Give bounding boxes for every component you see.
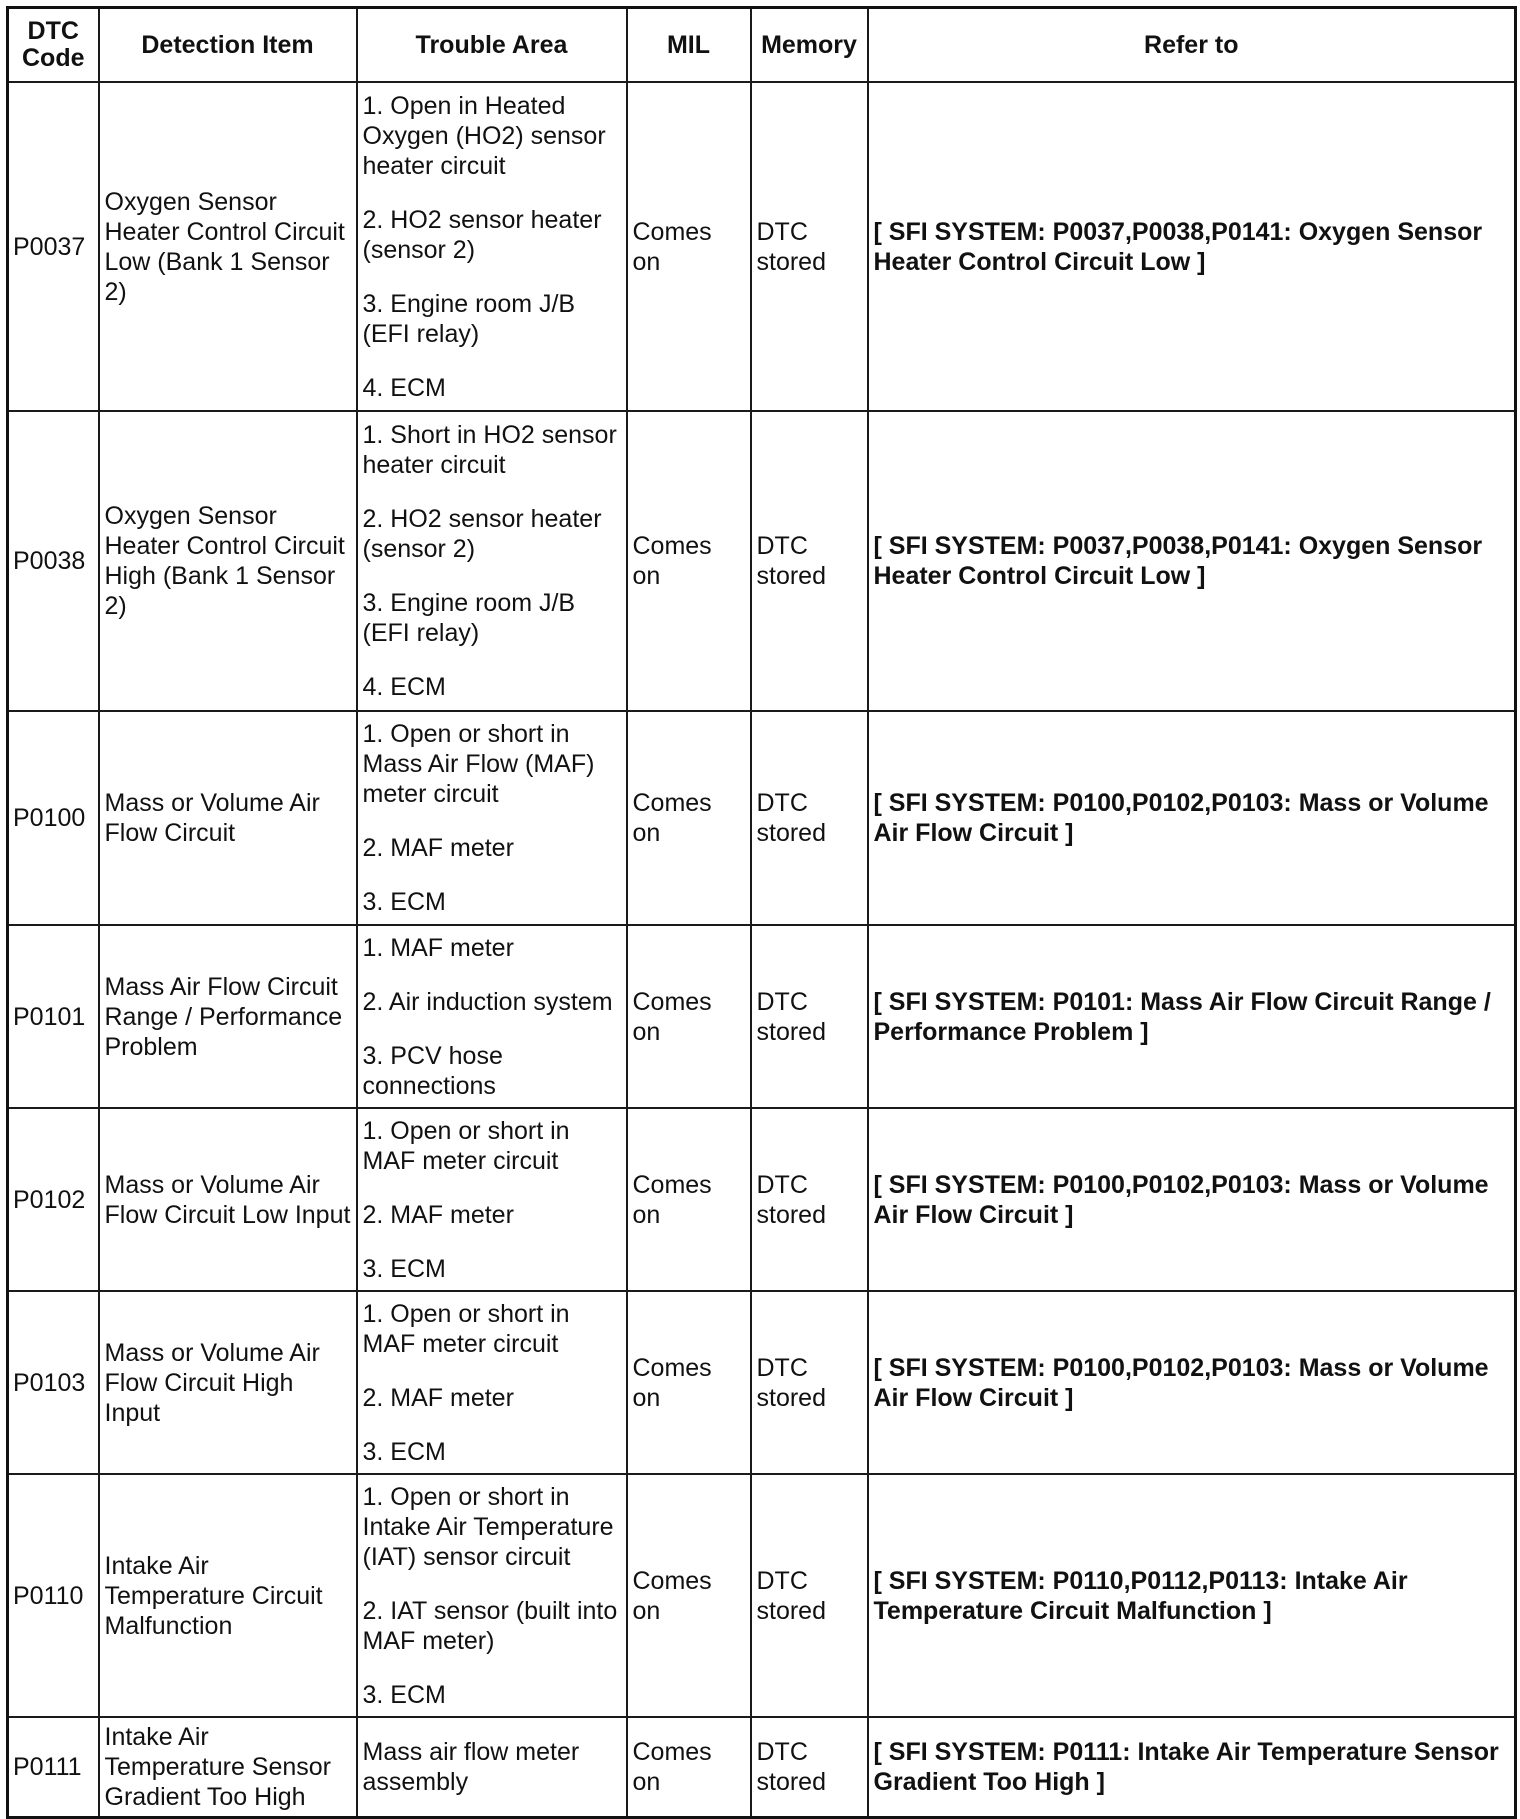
dtc-code: P0101 bbox=[8, 925, 99, 1108]
refer-link[interactable]: [ SFI SYSTEM: P0037,P0038,P0141: Oxygen Sensor Heater Control Circuit Low ] bbox=[868, 82, 1516, 411]
dtc-code: P0100 bbox=[8, 711, 99, 925]
refer-link[interactable]: [ SFI SYSTEM: P0100,P0102,P0103: Mass or Volume Air Flow Circuit ] bbox=[868, 1108, 1516, 1291]
detection-item: Oxygen Sensor Heater Control Circuit Low (Bank 1 Sensor 2) bbox=[99, 82, 357, 411]
detection-item: Mass Air Flow Circuit Range / Performance Problem bbox=[99, 925, 357, 1108]
dtc-table bbox=[6, 6, 1517, 1819]
table-row bbox=[8, 711, 1516, 925]
trouble-area bbox=[357, 1291, 627, 1474]
refer-link[interactable]: [ SFI SYSTEM: P0111: Intake Air Temperature Sensor Gradient Too High ] bbox=[868, 1717, 1516, 1817]
trouble-item: 1. Open or short in MAF meter circuit bbox=[362, 1299, 570, 1358]
dtc-code: P0102 bbox=[8, 1108, 99, 1291]
detection-item: Intake Air Temperature Circuit Malfunction bbox=[99, 1474, 357, 1717]
dtc-code: P0110 bbox=[8, 1474, 99, 1717]
header-row bbox=[8, 8, 1516, 83]
memory-status: DTC stored bbox=[751, 711, 868, 925]
trouble-item: 3. Engine room J/B (EFI relay) bbox=[362, 289, 576, 348]
refer-link[interactable]: [ SFI SYSTEM: P0100,P0102,P0103: Mass or Volume Air Flow Circuit ] bbox=[868, 1291, 1516, 1474]
memory-status: DTC stored bbox=[751, 1474, 868, 1717]
memory-status: DTC stored bbox=[751, 1108, 868, 1291]
mil-status: Comes on bbox=[627, 711, 751, 925]
trouble-item: 2. HO2 sensor heater (sensor 2) bbox=[362, 505, 602, 563]
trouble-item: 4. ECM bbox=[362, 673, 446, 701]
memory-status: DTC stored bbox=[751, 411, 868, 711]
dtc-code: P0111 bbox=[8, 1717, 99, 1817]
trouble-item: 3. ECM bbox=[362, 1437, 446, 1466]
detection-item: Mass or Volume Air Flow Circuit bbox=[99, 711, 357, 925]
memory-status: DTC stored bbox=[751, 1717, 868, 1817]
trouble-area bbox=[357, 1108, 627, 1291]
mil-status: Comes on bbox=[627, 1717, 751, 1817]
trouble-item: 2. Air induction system bbox=[362, 987, 613, 1016]
table-row bbox=[8, 411, 1516, 711]
trouble-area bbox=[357, 1474, 627, 1717]
trouble-item: 2. MAF meter bbox=[362, 1383, 514, 1412]
trouble-item: 3. ECM bbox=[362, 1254, 446, 1283]
header-detection-item: Detection Item bbox=[99, 8, 357, 83]
refer-link[interactable]: [ SFI SYSTEM: P0101: Mass Air Flow Circuit Range / Performance Problem ] bbox=[868, 925, 1516, 1108]
trouble-item: 3. ECM bbox=[362, 1680, 446, 1709]
trouble-item: 2. IAT sensor (built into MAF meter) bbox=[362, 1596, 618, 1655]
detection-item: Mass or Volume Air Flow Circuit High Input bbox=[99, 1291, 357, 1474]
trouble-area bbox=[357, 711, 627, 925]
table-row bbox=[8, 1717, 1516, 1817]
header-dtc-code: DTC Code bbox=[8, 8, 99, 83]
trouble-item: 2. MAF meter bbox=[362, 1200, 514, 1229]
header-memory: Memory bbox=[751, 8, 868, 83]
trouble-item: 3. Engine room J/B (EFI relay) bbox=[362, 589, 576, 647]
detection-item: Mass or Volume Air Flow Circuit Low Input bbox=[99, 1108, 357, 1291]
detection-item: Intake Air Temperature Sensor Gradient Too High bbox=[99, 1717, 357, 1817]
dtc-code: P0103 bbox=[8, 1291, 99, 1474]
table-row bbox=[8, 1474, 1516, 1717]
table-row bbox=[8, 1291, 1516, 1474]
trouble-item: 1. Open in Heated Oxygen (HO2) sensor heater circuit bbox=[362, 91, 606, 180]
trouble-item: 1. Open or short in Intake Air Temperature (IAT) sensor circuit bbox=[362, 1482, 614, 1571]
refer-link[interactable]: [ SFI SYSTEM: P0037,P0038,P0141: Oxygen Sensor Heater Control Circuit Low ] bbox=[868, 411, 1516, 711]
memory-status: DTC stored bbox=[751, 1291, 868, 1474]
memory-status: DTC stored bbox=[751, 82, 868, 411]
memory-status: DTC stored bbox=[751, 925, 868, 1108]
trouble-item: 3. ECM bbox=[362, 888, 446, 916]
trouble-area bbox=[357, 1717, 627, 1817]
trouble-area bbox=[357, 925, 627, 1108]
trouble-area bbox=[357, 82, 627, 411]
header-mil: MIL bbox=[627, 8, 751, 83]
header-trouble-area: Trouble Area bbox=[357, 8, 627, 83]
trouble-item: 2. MAF meter bbox=[362, 834, 514, 862]
trouble-item: 1. Open or short in MAF meter circuit bbox=[362, 1116, 570, 1175]
mil-status: Comes on bbox=[627, 1474, 751, 1717]
trouble-item: 1. MAF meter bbox=[362, 933, 514, 962]
trouble-item: 3. PCV hose connections bbox=[362, 1041, 503, 1100]
mil-status: Comes on bbox=[627, 1291, 751, 1474]
refer-link[interactable]: [ SFI SYSTEM: P0100,P0102,P0103: Mass or Volume Air Flow Circuit ] bbox=[868, 711, 1516, 925]
mil-status: Comes on bbox=[627, 1108, 751, 1291]
trouble-item: 1. Short in HO2 sensor heater circuit bbox=[362, 421, 617, 479]
trouble-item: 4. ECM bbox=[362, 373, 446, 402]
table-row bbox=[8, 1108, 1516, 1291]
trouble-area bbox=[357, 411, 627, 711]
refer-link[interactable]: [ SFI SYSTEM: P0110,P0112,P0113: Intake Air Temperature Circuit Malfunction ] bbox=[868, 1474, 1516, 1717]
trouble-item: 2. HO2 sensor heater (sensor 2) bbox=[362, 205, 602, 264]
header-refer-to: Refer to bbox=[868, 8, 1516, 83]
table-row bbox=[8, 925, 1516, 1108]
dtc-code: P0038 bbox=[8, 411, 99, 711]
trouble-item: Mass air flow meter assembly bbox=[362, 1737, 580, 1796]
mil-status: Comes on bbox=[627, 925, 751, 1108]
table-row bbox=[8, 82, 1516, 411]
trouble-item: 1. Open or short in Mass Air Flow (MAF) meter circuit bbox=[362, 720, 595, 808]
mil-status: Comes on bbox=[627, 82, 751, 411]
mil-status: Comes on bbox=[627, 411, 751, 711]
detection-item: Oxygen Sensor Heater Control Circuit High (Bank 1 Sensor 2) bbox=[99, 411, 357, 711]
dtc-code: P0037 bbox=[8, 82, 99, 411]
